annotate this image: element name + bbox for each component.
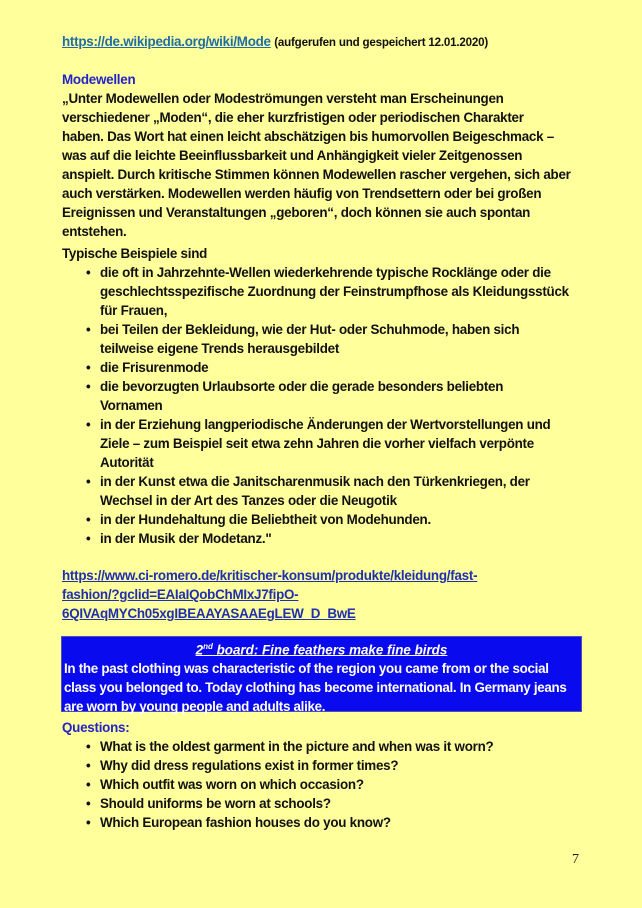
bullet-icon: • [86,815,91,830]
list-item-line: in der Musik der Modetanz." [100,531,272,546]
list-item [62,472,569,510]
list-item [62,529,569,548]
board-title-text: board: Fine feathers make fine birds [212,642,448,658]
question-item [62,737,493,756]
list-item-line: für Frauen, [100,303,168,318]
list-item-line: in der Kunst etwa die Janitscharenmusik nach den Türkenkriegen, der [100,474,530,489]
list-item-line: Wechsel in der Art des Tanzes oder die Neugotik [100,493,397,508]
list-item [62,263,569,320]
bullet-icon: • [86,758,91,773]
board-box [61,636,582,715]
bullet-icon: • [86,360,91,375]
bullet-icon: • [86,739,91,754]
paragraph-line: verschiedener „Moden“, die eher kurzfristigen oder periodischen Charakter [62,110,524,125]
list-item-line: in der Erziehung langperiodische Änderungen der Wertvorstellungen und [100,417,551,432]
list-item-line: Ziele – zum Beispiel seit etwa zehn Jahren die vorher vielfach verpönte [100,436,534,451]
list-item [62,415,569,472]
question-text: Which outfit was worn on which occasion? [100,777,364,792]
question-item [62,794,493,813]
examples-intro: Typische Beispiele sind [62,246,208,261]
list-item [62,320,569,358]
bullet-icon: • [86,417,91,432]
link-line[interactable]: 6QIVAqMYCh05xgIBEAAYASAAEgLEW_D_BwE [62,606,356,621]
list-item-line: geschlechtsspezifische Zuordnung der Feinstrumpfhose als Kleidungsstück [100,284,569,299]
bullet-icon: • [86,796,91,811]
page-number: 7 [572,852,579,867]
list-item-line: Autorität [100,455,154,470]
bullet-icon: • [86,777,91,792]
questions-heading: Questions: [62,720,130,735]
list-item [62,358,569,377]
list-item-line: bei Teilen der Bekleidung, wie der Hut- oder Schuhmode, haben sich [100,322,520,337]
examples-list [62,263,569,548]
bullet-icon: • [86,474,91,489]
question-item [62,756,493,775]
paragraph-line: auch verstärken. Modewellen werden häufig von Trendsettern oder bei großen [62,186,542,201]
board-ordinal: nd [203,642,213,651]
bullet-icon: • [86,379,91,394]
board-line: In the past clothing was characteristic of the region you came from or the social [64,661,549,677]
list-item-line: die oft in Jahrzehnte-Wellen wiederkehrende typische Rocklänge oder die [100,265,551,280]
board-title [64,637,579,659]
link-line[interactable]: https://www.ci-romero.de/kritischer-konsum/produkte/kleidung/fast- [62,568,478,583]
board-line: class you belonged to. Today clothing has become international. In Germany jeans [64,680,567,696]
paragraph-line: Ereignissen und Veranstaltungen „geboren“, doch können sie auch spontan [62,205,531,220]
list-item-line: die bevorzugten Urlaubsorte oder die gerade besonders beliebten [100,379,504,394]
question-text: Which European fashion houses do you know? [100,815,391,830]
bullet-icon: • [86,531,91,546]
ci-romero-link[interactable] [62,566,477,623]
questions-list [62,737,493,832]
paragraph-line: anspielt. Durch kritische Stimmen können Modewellen rascher vergehen, sich aber [62,167,571,182]
list-item-line: in der Hundehaltung die Beliebtheit von Modehunden. [100,512,431,527]
paragraph-line: haben. Das Wort hat einen leicht abschätzigen bis humorvollen Beigeschmack – [62,129,554,144]
wikipedia-link[interactable]: https://de.wikipedia.org/wiki/Mode [62,34,271,49]
paragraph-line: was auf die leichte Beeinflussbarkeit und Anhängigkeit vieler Zeitgenossen [62,148,523,163]
link-line[interactable]: fashion/?gclid=EAIaIQobChMIxJ7fipO- [62,587,299,602]
section-paragraph [62,89,571,241]
question-text: What is the oldest garment in the picture and when was it worn? [100,739,494,754]
list-item [62,510,569,529]
question-item [62,775,493,794]
source-line-1 [62,32,488,52]
section-heading: Modewellen [62,72,136,87]
board-line: are worn by young people and adults alike. [64,699,326,715]
list-item-line: Vornamen [100,398,163,413]
board-number: 2 [195,642,204,658]
list-item [62,377,569,415]
question-item [62,813,493,832]
question-text: Should uniforms be worn at schools? [100,796,331,811]
question-text: Why did dress regulations exist in former times? [100,758,399,773]
paragraph-line: „Unter Modewellen oder Modeströmungen versteht man Erscheinungen [62,91,504,106]
access-note: (aufgerufen und gespeichert 12.01.2020) [274,36,489,49]
list-item-line: teilweise eigene Trends herausgebildet [100,341,340,356]
bullet-icon: • [86,322,91,337]
bullet-icon: • [86,512,91,527]
bullet-icon: • [86,265,91,280]
list-item-line: die Frisurenmode [100,360,209,375]
paragraph-line: entstehen. [62,224,127,239]
